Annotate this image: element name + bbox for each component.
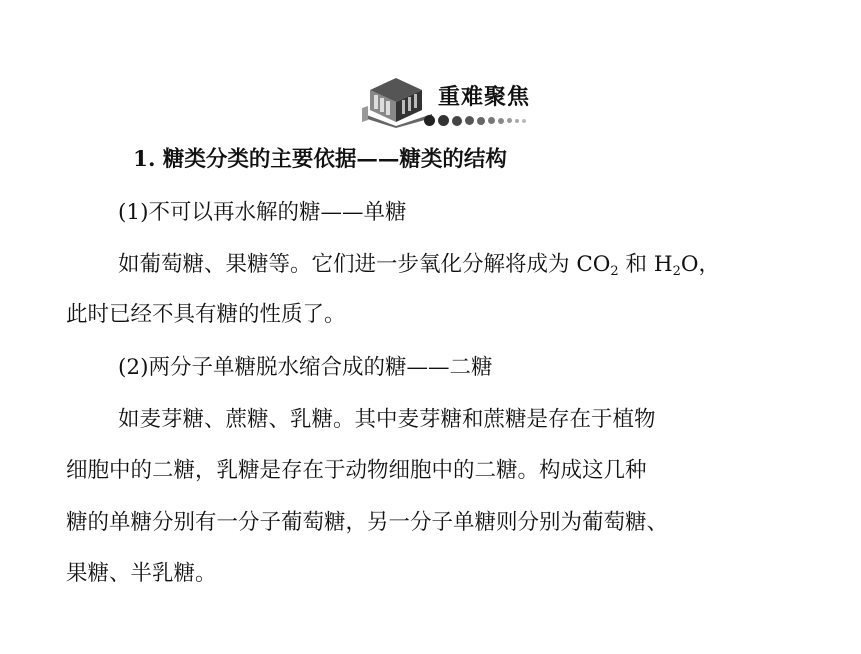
text-run: O， <box>680 252 721 277</box>
banner-dot <box>477 117 485 125</box>
banner-dots <box>424 115 526 126</box>
subscript: 2 <box>610 264 619 279</box>
item1-line1 <box>118 250 720 280</box>
text-run: 如葡萄糖、果糖等。它们进一步氧化分解将成为 CO <box>118 252 611 277</box>
banner-dot <box>465 116 474 125</box>
item2-line1: 如麦芽糖、蔗糖、乳糖。其中麦芽糖和蔗糖是存在于植物 <box>118 407 656 432</box>
item2-line2: 细胞中的二糖，乳糖是存在于动物细胞中的二糖。构成这几种 <box>66 458 647 483</box>
item1-line2: 此时已经不具有糖的性质了。 <box>66 302 346 327</box>
subscript: 2 <box>672 264 681 279</box>
item1-title: (1)不可以再水解的糖——单糖 <box>118 200 407 225</box>
banner-dot <box>522 119 526 123</box>
item2-line4: 果糖、半乳糖。 <box>66 561 217 586</box>
banner-dot <box>438 115 449 126</box>
section-banner <box>362 70 552 128</box>
banner-dot <box>507 118 512 123</box>
banner-dot <box>452 116 462 126</box>
banner-dot <box>498 118 504 124</box>
banner-dot <box>515 119 519 123</box>
item2-title: (2)两分子单糖脱水缩合成的糖——二糖 <box>118 355 493 380</box>
section-heading: 1. 糖类分类的主要依据——糖类的结构 <box>133 147 507 172</box>
banner-title: 重难聚焦 <box>438 85 531 110</box>
banner-dot <box>424 115 435 126</box>
banner-dot <box>488 117 495 124</box>
text-run: 和 H <box>618 252 673 277</box>
item2-line3: 糖的单糖分别有一分子葡萄糖，另一分子单糖则分别为葡萄糖、 <box>66 510 669 535</box>
